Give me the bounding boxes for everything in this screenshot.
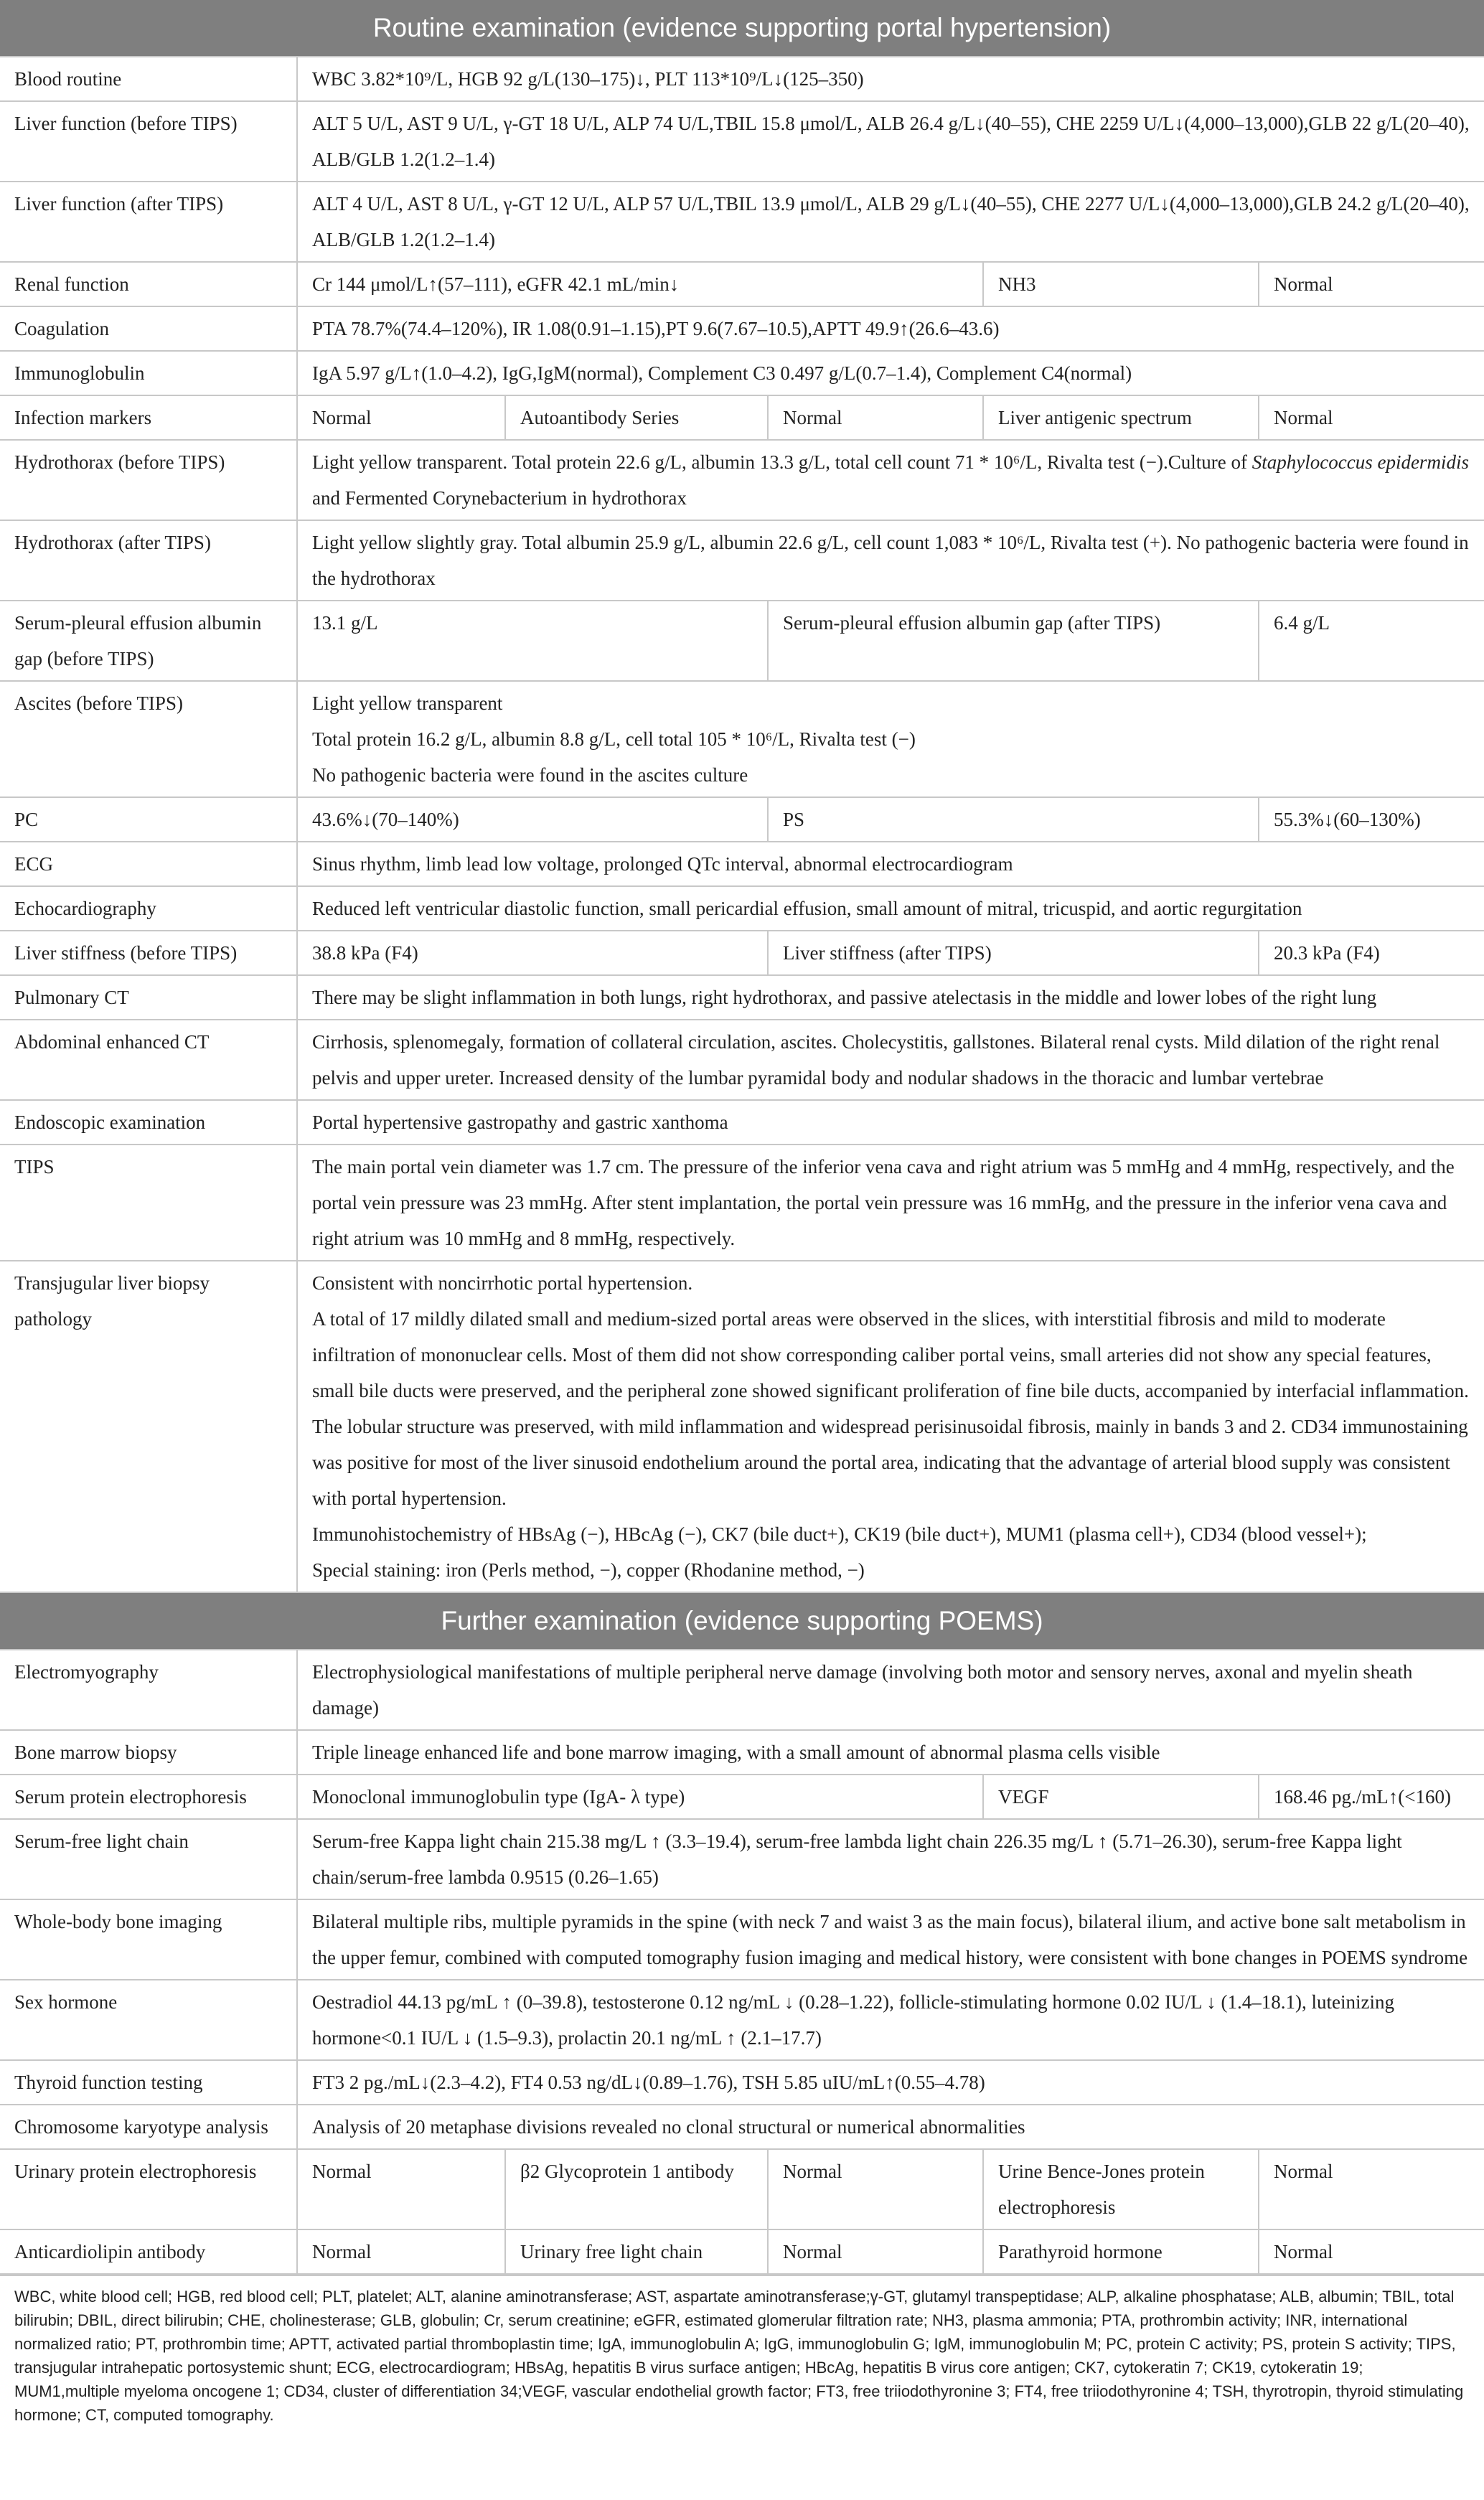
row-value: IgA 5.97 g/L↑(1.0–4.2), IgG,IgM(normal), Complement C3 0.497 g/L(0.7–1.4), Complement C4(normal) xyxy=(297,351,1484,395)
row-label: Electromyography xyxy=(0,1650,297,1730)
row-value: ALT 5 U/L, AST 9 U/L, γ-GT 18 U/L, ALP 74 U/L,TBIL 15.8 μmol/L, ALB 26.4 g/L↓(40–55), CHE 2259 U/L↓(4,000–13,000),GLB 22 g/L(20–40), ALB/GLB 1.2(1.2–1.4) xyxy=(297,101,1484,182)
footnote: WBC, white blood cell; HGB, red blood cell; PLT, platelet; ALT, alanine aminotransferase; AST, aspartate aminotransferase;γ-GT, glutamyl transpeptidase; ALP, alkaline phosphatase; ALB, albumin; TBIL, total bilirubin; DBIL, direct bilirubin; CHE, cholinesterase; GLB, globulin; Cr, serum creatinine; eGFR, estimated glomerular filtration rate; NH3, plasma ammonia; PTA, prothrombin activity; INR, international normalized ratio; PT, prothrombin time; APTT, activated partial thromboplastin time; IgA, immunoglobulin A; IgG, immunoglobulin G; IgM, immunoglobulin M; PC, protein C activity; PS, protein S activity; TIPS, transjugular intrahepatic portosystemic shunt; ECG, electrocardiogram; HBsAg, hepatitis B virus surface antigen; HBcAg, hepatitis B virus core antigen; CK7, cytokeratin 7; CK19, cytokeratin 19; MUM1,multiple myeloma oncogene 1; CD34, cluster of differentiation 34;VEGF, vascular endothelial growth factor; FT3, free triiodothyronine 3; FT4, free triiodothyronine 4; TSH, thyrotropin, thyroid stimulating hormone; CT, computed tomography. xyxy=(0,2275,1484,2427)
table-row xyxy=(0,2060,1484,2105)
row-value-2: 168.46 pg./mL↑(<160) xyxy=(1259,1775,1484,1819)
row-value: Cr 144 μmol/L↑(57–111), eGFR 42.1 mL/min↓ xyxy=(297,262,983,306)
table-row xyxy=(0,57,1484,101)
row-label-2: Liver stiffness (after TIPS) xyxy=(768,931,1259,975)
row-value-text: and Fermented Corynebacterium in hydrothorax xyxy=(312,487,687,509)
row-label: Immunoglobulin xyxy=(0,351,297,395)
table-row xyxy=(0,306,1484,351)
row-value-2: 6.4 g/L xyxy=(1259,601,1484,681)
table-row xyxy=(0,1980,1484,2060)
row-value-3: Normal xyxy=(1259,2149,1484,2229)
row-label: Liver function (before TIPS) xyxy=(0,101,297,182)
table-row xyxy=(0,842,1484,886)
table-row xyxy=(0,1100,1484,1145)
table-row xyxy=(0,395,1484,440)
table-row xyxy=(0,1261,1484,1592)
table-row xyxy=(0,182,1484,262)
row-value: Normal xyxy=(297,2149,505,2229)
row-label-2: Urinary free light chain xyxy=(505,2229,768,2274)
row-value: Serum-free Kappa light chain 215.38 mg/L ↑ (3.3–19.4), serum-free lambda light chain 226.35 mg/L ↑ (5.71–26.30), serum-free Kappa light chain/serum-free lambda 0.9515 (0.26–1.65) xyxy=(297,1819,1484,1899)
table-row xyxy=(0,681,1484,797)
row-value: PTA 78.7%(74.4–120%), IR 1.08(0.91–1.15),PT 9.6(7.67–10.5),APTT 49.9↑(26.6–43.6) xyxy=(297,306,1484,351)
row-value: The main portal vein diameter was 1.7 cm. The pressure of the inferior vena cava and right atrium was 5 mmHg and 4 mmHg, respectively, and the portal vein pressure was 23 mmHg. After stent implantation, the portal vein pressure was 16 mmHg, and the pressure in the inferior vena cava and right atrium was 10 mmHg and 8 mmHg, respectively. xyxy=(297,1145,1484,1261)
row-label-2: β2 Glycoprotein 1 antibody xyxy=(505,2149,768,2229)
row-value-text: Light yellow transparent. Total protein 22.6 g/L, albumin 13.3 g/L, total cell count 71 * 10⁶/L, Rivalta test (−).Culture of xyxy=(312,451,1252,473)
row-value-2: Normal xyxy=(768,2229,983,2274)
row-label: Liver function (after TIPS) xyxy=(0,182,297,262)
row-label: Coagulation xyxy=(0,306,297,351)
section-title: Routine examination (evidence supporting portal hypertension) xyxy=(0,0,1484,57)
row-label: ECG xyxy=(0,842,297,886)
row-value-line: Total protein 16.2 g/L, albumin 8.8 g/L, cell total 105 * 10⁶/L, Rivalta test (−) xyxy=(312,728,916,750)
row-label: Echocardiography xyxy=(0,886,297,931)
row-value-line: A total of 17 mildly dilated small and medium-sized portal areas were observed in the slices, with interstitial fibrosis and mild to moderate infiltration of mononuclear cells. Most of them did not show corresponding caliber portal veins, small arteries did not show any special features, small bile ducts were preserved, and the peripheral zone showed significant proliferation of fine bile ducts, accompanied by interfacial inflammation. The lobular structure was preserved, with mild inflammation and widespread perisinusoidal fibrosis, mainly in bands 3 and 2. CD34 immunostaining was positive for most of the liver sinusoid endothelium around the portal area, indicating that the advantage of arterial blood supply was consistent with portal hypertension. xyxy=(312,1308,1469,1509)
row-value-line: No pathogenic bacteria were found in the ascites culture xyxy=(312,764,748,786)
row-label-3: Liver antigenic spectrum xyxy=(983,395,1259,440)
row-value-3: Normal xyxy=(1259,2229,1484,2274)
row-label: Endoscopic examination xyxy=(0,1100,297,1145)
row-value xyxy=(297,440,1484,520)
row-label-3: Urine Bence-Jones protein electrophoresis xyxy=(983,2149,1259,2229)
table-row xyxy=(0,886,1484,931)
section-title: Further examination (evidence supporting POEMS) xyxy=(0,1592,1484,1650)
row-value: FT3 2 pg./mL↓(2.3–4.2), FT4 0.53 ng/dL↓(0.89–1.76), TSH 5.85 uIU/mL↑(0.55–4.78) xyxy=(297,2060,1484,2105)
row-label: TIPS xyxy=(0,1145,297,1261)
row-value: Normal xyxy=(297,2229,505,2274)
row-label: Pulmonary CT xyxy=(0,975,297,1020)
row-value-line: Consistent with noncirrhotic portal hypertension. xyxy=(312,1272,693,1294)
row-label: Serum protein electrophoresis xyxy=(0,1775,297,1819)
row-value: WBC 3.82*10⁹/L, HGB 92 g/L(130–175)↓, PLT 113*10⁹/L↓(125–350) xyxy=(297,57,1484,101)
table-row xyxy=(0,520,1484,601)
row-label-2: Autoantibody Series xyxy=(505,395,768,440)
row-label-2: PS xyxy=(768,797,1259,842)
row-value: Light yellow slightly gray. Total albumin 25.9 g/L, albumin 22.6 g/L, cell count 1,083 * 10⁶/L, Rivalta test (+). No pathogenic bacteria were found in the hydrothorax xyxy=(297,520,1484,601)
row-label: Blood routine xyxy=(0,57,297,101)
row-label: Infection markers xyxy=(0,395,297,440)
row-label: Urinary protein electrophoresis xyxy=(0,2149,297,2229)
table-row xyxy=(0,1775,1484,1819)
row-label: PC xyxy=(0,797,297,842)
row-value: Cirrhosis, splenomegaly, formation of collateral circulation, ascites. Cholecystitis, gallstones. Bilateral renal cysts. Mild dilation of the right renal pelvis and upper ureter. Increased density of the lumbar pyramidal body and nodular shadows in the thoracic and lumbar vertebrae xyxy=(297,1020,1484,1100)
table-row xyxy=(0,1819,1484,1899)
row-label: Transjugular liver biopsy pathology xyxy=(0,1261,297,1592)
row-label: Thyroid function testing xyxy=(0,2060,297,2105)
row-value: Electrophysiological manifestations of multiple peripheral nerve damage (involving both motor and sensory nerves, axonal and myelin sheath damage) xyxy=(297,1650,1484,1730)
row-value: 13.1 g/L xyxy=(297,601,768,681)
row-value: Normal xyxy=(297,395,505,440)
row-label: Abdominal enhanced CT xyxy=(0,1020,297,1100)
row-value: Portal hypertensive gastropathy and gastric xanthoma xyxy=(297,1100,1484,1145)
table-row xyxy=(0,1650,1484,1730)
table-row xyxy=(0,101,1484,182)
row-label: Hydrothorax (before TIPS) xyxy=(0,440,297,520)
row-label-3: Parathyroid hormone xyxy=(983,2229,1259,2274)
row-value-3: Normal xyxy=(1259,395,1484,440)
row-value-line: Special staining: iron (Perls method, −), copper (Rhodanine method, −) xyxy=(312,1559,865,1581)
row-label: Sex hormone xyxy=(0,1980,297,2060)
row-label: Anticardiolipin antibody xyxy=(0,2229,297,2274)
row-value: Bilateral multiple ribs, multiple pyramids in the spine (with neck 7 and waist 3 as the main focus), bilateral ilium, and active bone salt metabolism in the upper femur, combined with computed tomography fusion imaging and medical history, were consistent with bone changes in POEMS syndrome xyxy=(297,1899,1484,1980)
row-label-2: NH3 xyxy=(983,262,1259,306)
row-label-2: Serum-pleural effusion albumin gap (after TIPS) xyxy=(768,601,1259,681)
table-row xyxy=(0,351,1484,395)
row-value: There may be slight inflammation in both lungs, right hydrothorax, and passive atelectasis in the middle and lower lobes of the right lung xyxy=(297,975,1484,1020)
section-header xyxy=(0,1592,1484,1650)
row-label: Serum-free light chain xyxy=(0,1819,297,1899)
table-row xyxy=(0,2105,1484,2149)
row-label-2: VEGF xyxy=(983,1775,1259,1819)
table-row xyxy=(0,2149,1484,2229)
row-value-2: Normal xyxy=(768,2149,983,2229)
row-label: Hydrothorax (after TIPS) xyxy=(0,520,297,601)
row-value-2: Normal xyxy=(768,395,983,440)
row-value: 43.6%↓(70–140%) xyxy=(297,797,768,842)
table-row xyxy=(0,931,1484,975)
organism-name: Staphylococcus epidermidis xyxy=(1251,451,1469,473)
row-value-2: 20.3 kPa (F4) xyxy=(1259,931,1484,975)
row-label: Renal function xyxy=(0,262,297,306)
table-row xyxy=(0,1899,1484,1980)
row-value: Triple lineage enhanced life and bone marrow imaging, with a small amount of abnormal plasma cells visible xyxy=(297,1730,1484,1775)
row-value-2: 55.3%↓(60–130%) xyxy=(1259,797,1484,842)
row-value xyxy=(297,681,1484,797)
table-row xyxy=(0,797,1484,842)
row-label: Liver stiffness (before TIPS) xyxy=(0,931,297,975)
table-row xyxy=(0,440,1484,520)
row-value-2: Normal xyxy=(1259,262,1484,306)
row-label: Bone marrow biopsy xyxy=(0,1730,297,1775)
row-value xyxy=(297,1261,1484,1592)
row-label: Serum-pleural effusion albumin gap (before TIPS) xyxy=(0,601,297,681)
row-label: Chromosome karyotype analysis xyxy=(0,2105,297,2149)
section-header xyxy=(0,0,1484,57)
row-label: Whole-body bone imaging xyxy=(0,1899,297,1980)
table-row xyxy=(0,1730,1484,1775)
row-value: ALT 4 U/L, AST 8 U/L, γ-GT 12 U/L, ALP 57 U/L,TBIL 13.9 μmol/L, ALB 29 g/L↓(40–55), CHE 2277 U/L↓(4,000–13,000),GLB 24.2 g/L(20–40), ALB/GLB 1.2(1.2–1.4) xyxy=(297,182,1484,262)
row-label: Ascites (before TIPS) xyxy=(0,681,297,797)
table-row xyxy=(0,2229,1484,2274)
table-row xyxy=(0,975,1484,1020)
row-value: Monoclonal immunoglobulin type (IgA- λ type) xyxy=(297,1775,983,1819)
row-value: Reduced left ventricular diastolic function, small pericardial effusion, small amount of mitral, tricuspid, and aortic regurgitation xyxy=(297,886,1484,931)
table-row xyxy=(0,1020,1484,1100)
row-value-line: Light yellow transparent xyxy=(312,692,503,714)
row-value: 38.8 kPa (F4) xyxy=(297,931,768,975)
row-value: Analysis of 20 metaphase divisions revealed no clonal structural or numerical abnormalities xyxy=(297,2105,1484,2149)
table-row xyxy=(0,1145,1484,1261)
row-value: Sinus rhythm, limb lead low voltage, prolonged QTc interval, abnormal electrocardiogram xyxy=(297,842,1484,886)
row-value: Oestradiol 44.13 pg/mL ↑ (0–39.8), testosterone 0.12 ng/mL ↓ (0.28–1.22), follicle-stimulating hormone 0.02 IU/L ↓ (1.4–18.1), luteinizing hormone<0.1 IU/L ↓ (1.5–9.3), prolactin 20.1 ng/mL ↑ (2.1–17.7) xyxy=(297,1980,1484,2060)
table-row xyxy=(0,262,1484,306)
table-row xyxy=(0,601,1484,681)
row-value-line: Immunohistochemistry of HBsAg (−), HBcAg (−), CK7 (bile duct+), CK19 (bile duct+), MUM1 (plasma cell+), CD34 (blood vessel+); xyxy=(312,1523,1367,1545)
